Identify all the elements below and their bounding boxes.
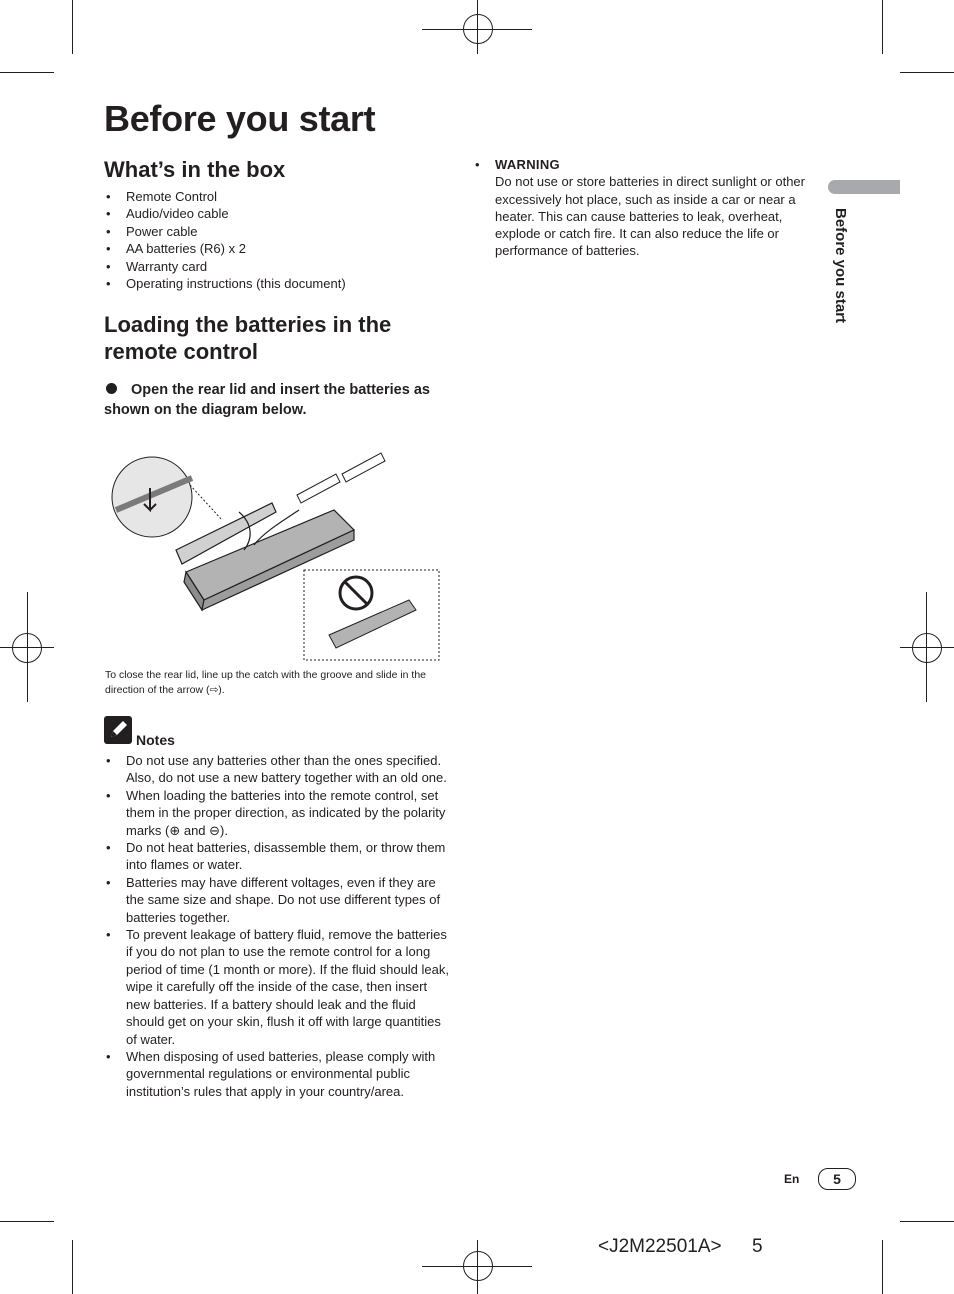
battery-instruction: [104, 380, 454, 420]
page-number: 5: [818, 1168, 856, 1190]
list-item: • Warranty card: [104, 258, 454, 275]
list-item: • Batteries may have different voltages, even if they are the same size and shape. Do not use different types of batteries together.: [104, 874, 454, 926]
battery-diagram: [104, 440, 449, 665]
crop-mark: [882, 1240, 883, 1294]
notes-label: Notes: [136, 732, 175, 748]
crop-mark: [72, 1240, 73, 1294]
list-item: • Remote Control: [104, 188, 454, 205]
warning-block: [473, 156, 823, 260]
warning-text: Do not use or store batteries in direct sunlight or other excessively hot place, such as inside a car or near a heater. This can cause batteries to leak, overheat, explode or catch fire. It can also reduce the life or performance of batteries.: [495, 174, 805, 259]
battery-heading-line1: Loading the batteries in the: [104, 312, 392, 337]
diagram-caption: To close the rear lid, line up the catch with the groove and slide in the direction of the arrow (⇨).: [105, 669, 427, 696]
lid-closeup-icon: [112, 457, 222, 537]
incorrect-closing-icon: [304, 570, 439, 660]
list-item: • AA batteries (R6) x 2: [104, 240, 454, 257]
list-item: • Audio/video cable: [104, 205, 454, 222]
battery-icon: [297, 453, 385, 503]
crop-mark: [900, 72, 954, 73]
battery-instruction-text: Open the rear lid and insert the batteries as shown on the diagram below.: [104, 382, 430, 418]
language-label: En: [784, 1172, 800, 1186]
crop-mark: [72, 0, 73, 54]
list-item: • Power cable: [104, 223, 454, 240]
list-item: • Do not use any batteries other than the ones specified. Also, do not use a new battery together with an old one.: [104, 752, 454, 787]
print-code: <J2M22501A>: [598, 1236, 722, 1257]
box-heading: What’s in the box: [104, 157, 286, 182]
side-tab-label: Before you start: [832, 208, 849, 324]
print-page-number: 5: [752, 1236, 763, 1257]
list-item: • To prevent leakage of battery fluid, remove the batteries if you do not plan to use the remote control for a long period of time (1 month or more). If the fluid should leak, wipe it carefully off the inside of the case, then insert new batteries. If a battery should leak and the fluid should get on your skin, flush it off with large quantities of water.: [104, 926, 454, 1048]
battery-heading: [104, 311, 391, 365]
box-list: [104, 188, 454, 292]
crop-mark: [0, 72, 54, 73]
crop-mark: [882, 0, 883, 54]
list-item: • Do not heat batteries, disassemble them, or throw them into flames or water.: [104, 839, 454, 874]
notes-list: [104, 752, 454, 1100]
page-title: Before you start: [104, 98, 376, 139]
warning-title: • WARNING: [495, 157, 560, 172]
pencil-icon: [104, 716, 132, 744]
list-item: • When loading the batteries into the remote control, set them in the proper direction, as indicated by the polarity marks (⊕ and ⊖).: [104, 787, 454, 839]
side-tab-bar: [828, 180, 900, 194]
list-item: • Operating instructions (this document): [104, 275, 454, 292]
remote-control-illustration: [176, 503, 354, 610]
battery-heading-line2: remote control: [104, 339, 259, 364]
crop-mark: [900, 1221, 954, 1222]
list-item: • When disposing of used batteries, please comply with governmental regulations or environmental public institution’s rules that apply in your country/area.: [104, 1048, 454, 1100]
bullet-dot-icon: [106, 383, 117, 394]
crop-mark: [0, 1221, 54, 1222]
